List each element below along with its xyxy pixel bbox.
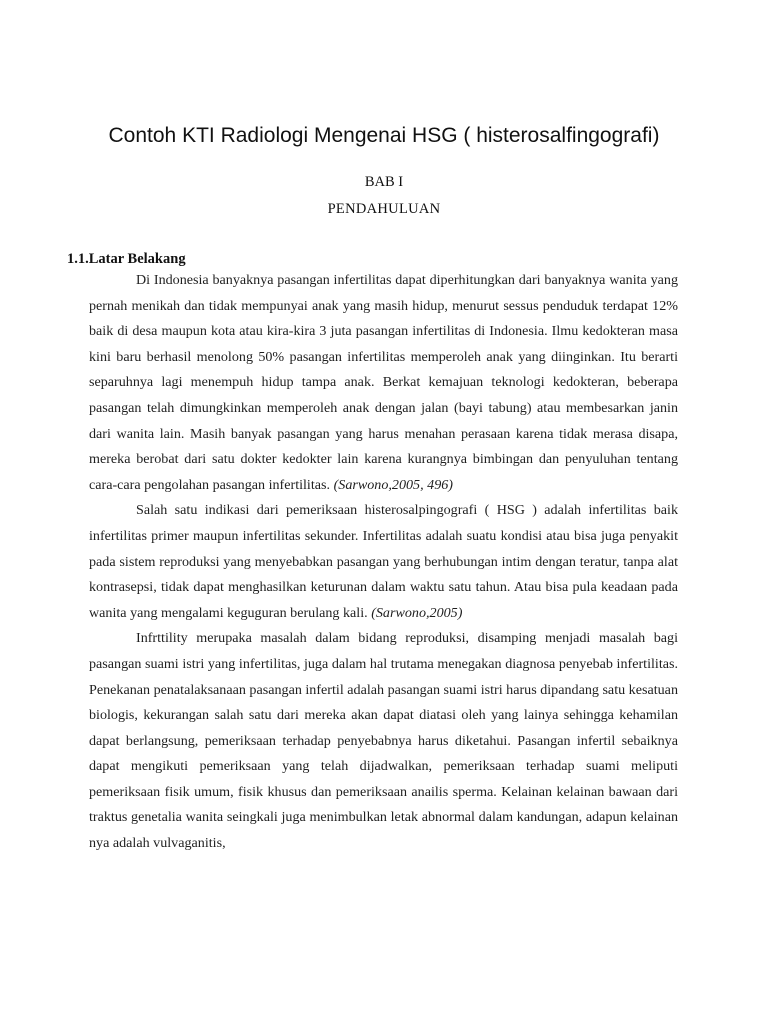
paragraph-1	[89, 268, 678, 498]
document-title: Contoh KTI Radiologi Mengenai HSG ( histerosalfingografi)	[108, 124, 660, 147]
chapter-title: PENDAHULUAN	[327, 201, 441, 217]
paragraph-2-citation: (Sarwono,2005)	[371, 604, 463, 621]
paragraph-2-text: Salah satu indikasi dari pemeriksaan histerosalpingografi ( HSG ) adalah infertilitas baik infertilitas primer maupun infertilitas sekunder. Infertilitas adalah suatu kondisi atau bisa juga penyakit pada sistem reproduksi yang menyebabkan pasangan yang berhubungan intim dengan teratur, tanpa alat kontrasepsi, tidak dapat menghasilkan keturunan dalam waktu satu tahun. Atau bisa pula keadaan pada wanita yang mengalami keguguran berulang kali.	[89, 502, 678, 621]
chapter-number: BAB I	[364, 174, 404, 190]
paragraph-1-text: Di Indonesia banyaknya pasangan infertilitas dapat diperhitungkan dari banyaknya wanita yang pernah menikah dan tidak mempunyai anak yang masih hidup, menurut sessus penduduk terdapat 12% baik di desa maupun kota atau kira-kira 3 juta pasangan infertilitas di Indonesia. Ilmu kedokteran masa kini baru berhasil menolong 50% pasangan infertilitas memperoleh anak yang diinginkan. Itu berarti separuhnya lagi menempuh hidup tampa anak. Berkat kemajuan teknologi kedokteran, beberapa pasangan telah dimungkinkan memperoleh anak dengan jalan (bayi tabung) atau membesarkan janin dari wanita lain. Masih banyak pasangan yang harus menahan perasaan karena tidak merasa disapa, mereka berobat dari satu dokter kedokter lain karena kurangnya bimbingan dan penyuluhan tentang cara-cara pengolahan pasangan infertilitas.	[89, 272, 678, 493]
paragraph-2	[89, 498, 678, 626]
paragraph-1-citation: (Sarwono,2005, 496)	[333, 476, 453, 493]
paragraph-3	[89, 626, 678, 856]
body-text	[89, 268, 678, 857]
section-heading: 1.1.Latar Belakang	[67, 251, 186, 267]
paragraph-3-text: Infrttility merupaka masalah dalam bidang reproduksi, disamping menjadi masalah bagi pasangan suami istri yang infertilitas, juga dalam hal trutama menegakan diagnosa penyebab infertilitas. Penekanan penatalaksanaan pasangan infertil adalah pasangan suami istri harus dipandang satu kesatuan biologis, kekurangan salah satu dari mereka akan dapat diatasi oleh yang lainya sehingga kehamilan dapat berlangsung, pemeriksaan terhadap penyebabnya harus diketahui. Pasangan infertil sebaiknya dapat mengikuti pemeriksaan yang telah dijadwalkan, pemeriksaan terhadap suami meliputi pemeriksaan fisik umum, fisik khusus dan pemeriksaan anailis sperma. Kelainan kelainan bawaan dari traktus genetalia wanita seingkali juga menimbulkan letak abnormal dalam kandungan, adapun kelainan nya adalah vulvaganitis,	[89, 630, 678, 852]
